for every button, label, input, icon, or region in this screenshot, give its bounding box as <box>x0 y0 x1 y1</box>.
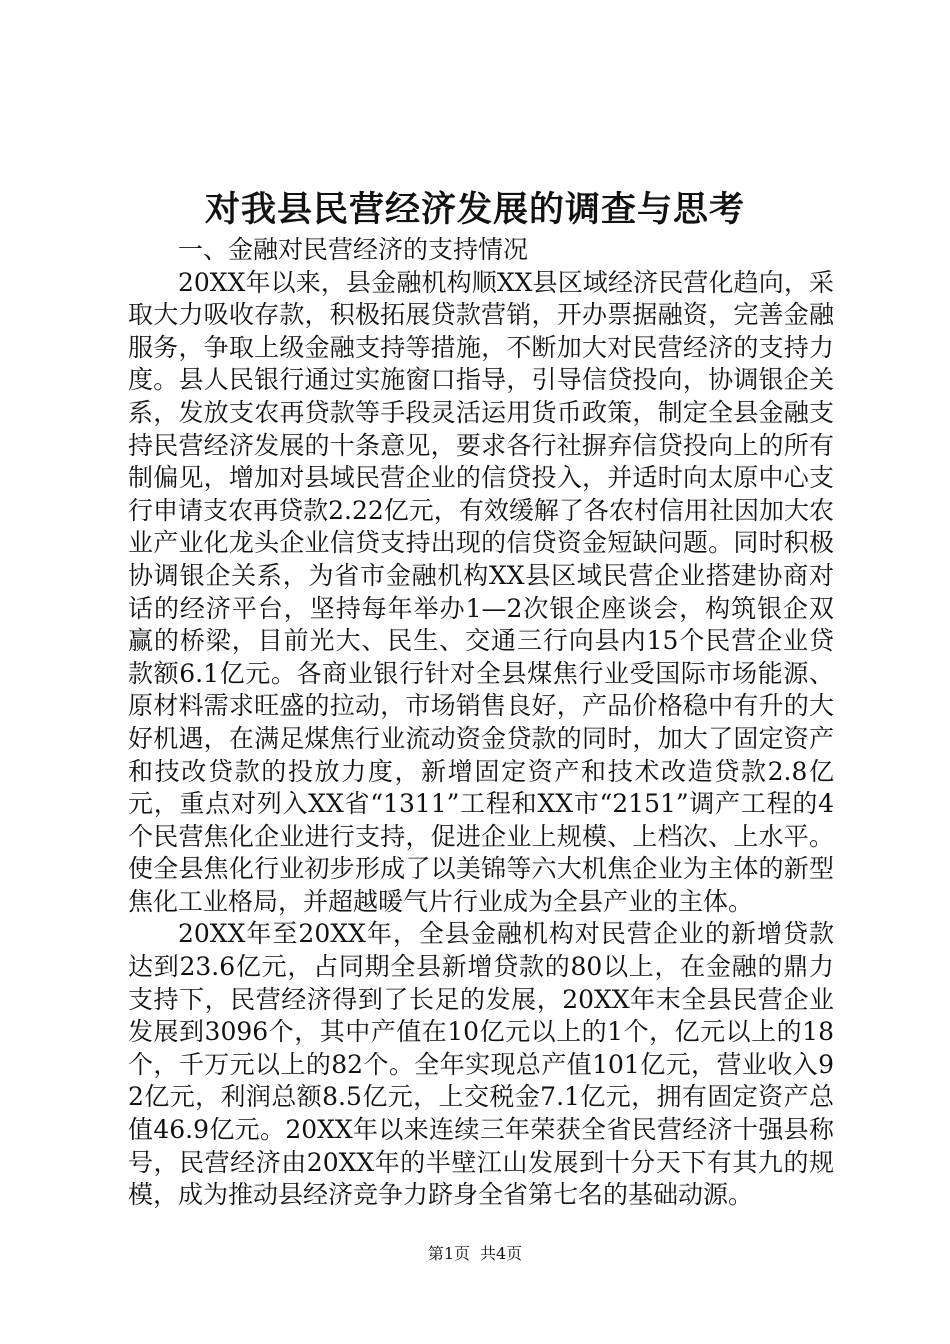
page-number: 第1页 <box>427 1244 470 1263</box>
section-heading: 一、金融对民营经济的支持情况 <box>178 235 529 264</box>
body-paragraph: 20XX年以来，县金融机构顺XX县区域经济民营化趋向，采取大力吸收存款，积极拓展贷款营销，开办票据融资，完善金融服务，争取上级金融支持等措施，不断加大对民营经济的支持力度。县人民银行通过实施窗口指导，引导信贷投向，协调银企关系，发放支农再贷款等手段灵活运用货币政策，制定全县金融支持民营经济发展的十条意见，要求各行社摒弃信贷投向上的所有制偏见，增加对县域民营企业的信贷投入，并适时向太原中心支行申请支农再贷款2.22亿元，有效缓解了各农村信用社因加大农业产业化龙头企业信贷支持出现的信贷资金短缺问题。同时积极协调银企关系，为省市金融机构XX县区域民营企业搭建协商对话的经济平台，坚持每年举办1—2次银企座谈会，构筑银企双赢的桥梁，目前光大、民生、交通三行向县内15个民营企业贷款额6.1亿元。各商业银行针对全县煤焦行业受国际市场能源、原材料需求旺盛的拉动，市场销售良好，产品价格稳中有升的大好机遇，在满足煤焦行业流动资金贷款的同时，加大了固定资产和技改贷款的投放力度，新增固定资产和技术改造贷款2.8亿元，重点对列入XX省“1311”工程和XX市“2151”调产工程的4个民营焦化企业进行支持，促进企业上规模、上档次、上水平。使全县焦化行业初步形成了以美锦等六大机焦企业为主体的新型焦化工业格局，并超越暖气片行业成为全县产业的主体。 <box>128 267 834 916</box>
page-total: 共4页 <box>480 1244 523 1263</box>
document-title: 对我县民营经济发展的调查与思考 <box>204 189 745 230</box>
document-body <box>128 234 834 1212</box>
page-footer <box>0 1244 950 1264</box>
body-paragraph: 20XX年至20XX年，全县金融机构对民营企业的新增贷款达到23.6亿元，占同期全县新增贷款的80以上，在金融的鼎力支持下，民营经济得到了长足的发展，20XX年末全县民营企业发展到3096个，其中产值在10亿元以上的1个，亿元以上的18个，千万元以上的82个。全年实现总产值101亿元，营业收入92亿元，利润总额8.5亿元，上交税金7.1亿元，拥有固定资产总值46.9亿元。20XX年以来连续三年荣获全省民营经济十强县称号，民营经济由20XX年的半壁江山发展到十分天下有其九的规模，成为推动县经济竞争力跻身全省第七名的基础动源。 <box>128 919 834 1210</box>
